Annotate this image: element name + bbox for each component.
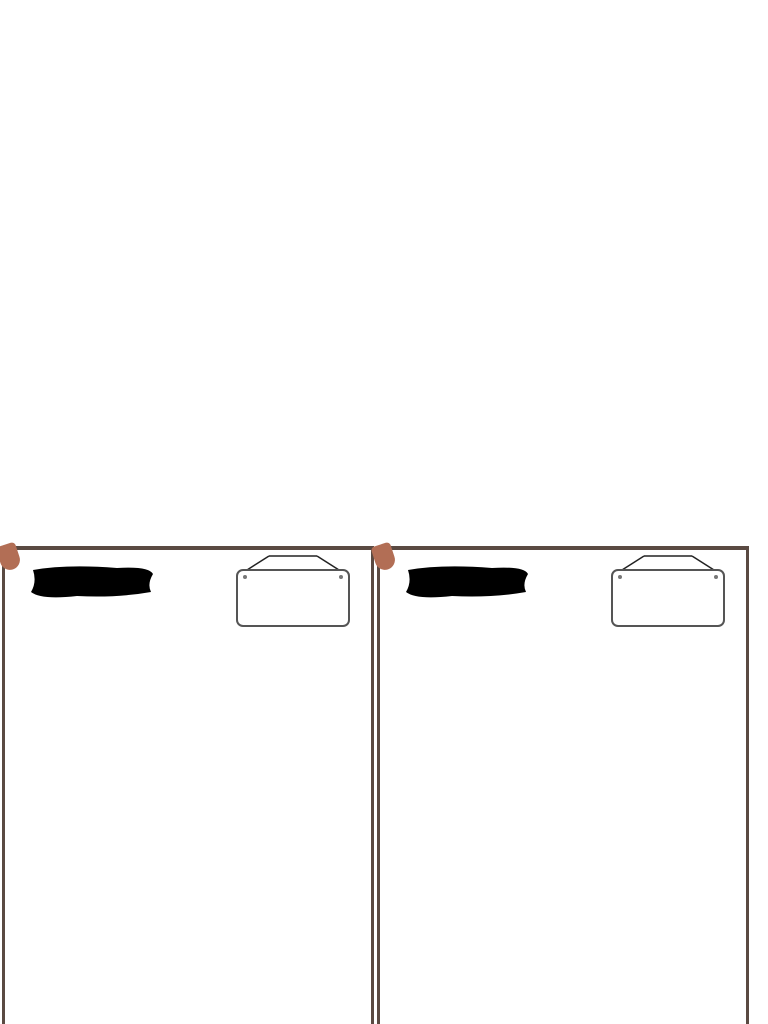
title-banner — [402, 562, 532, 602]
sheet-top-border — [5, 546, 371, 550]
worksheet-left — [2, 546, 374, 1024]
writing-lines — [380, 676, 746, 1024]
worksheet-right — [377, 546, 749, 1024]
letter-sign-icon — [233, 554, 353, 630]
title-banner — [27, 562, 157, 602]
letter-sign-icon — [608, 554, 728, 630]
sheet-top-border — [380, 546, 746, 550]
writing-lines — [5, 676, 371, 1024]
